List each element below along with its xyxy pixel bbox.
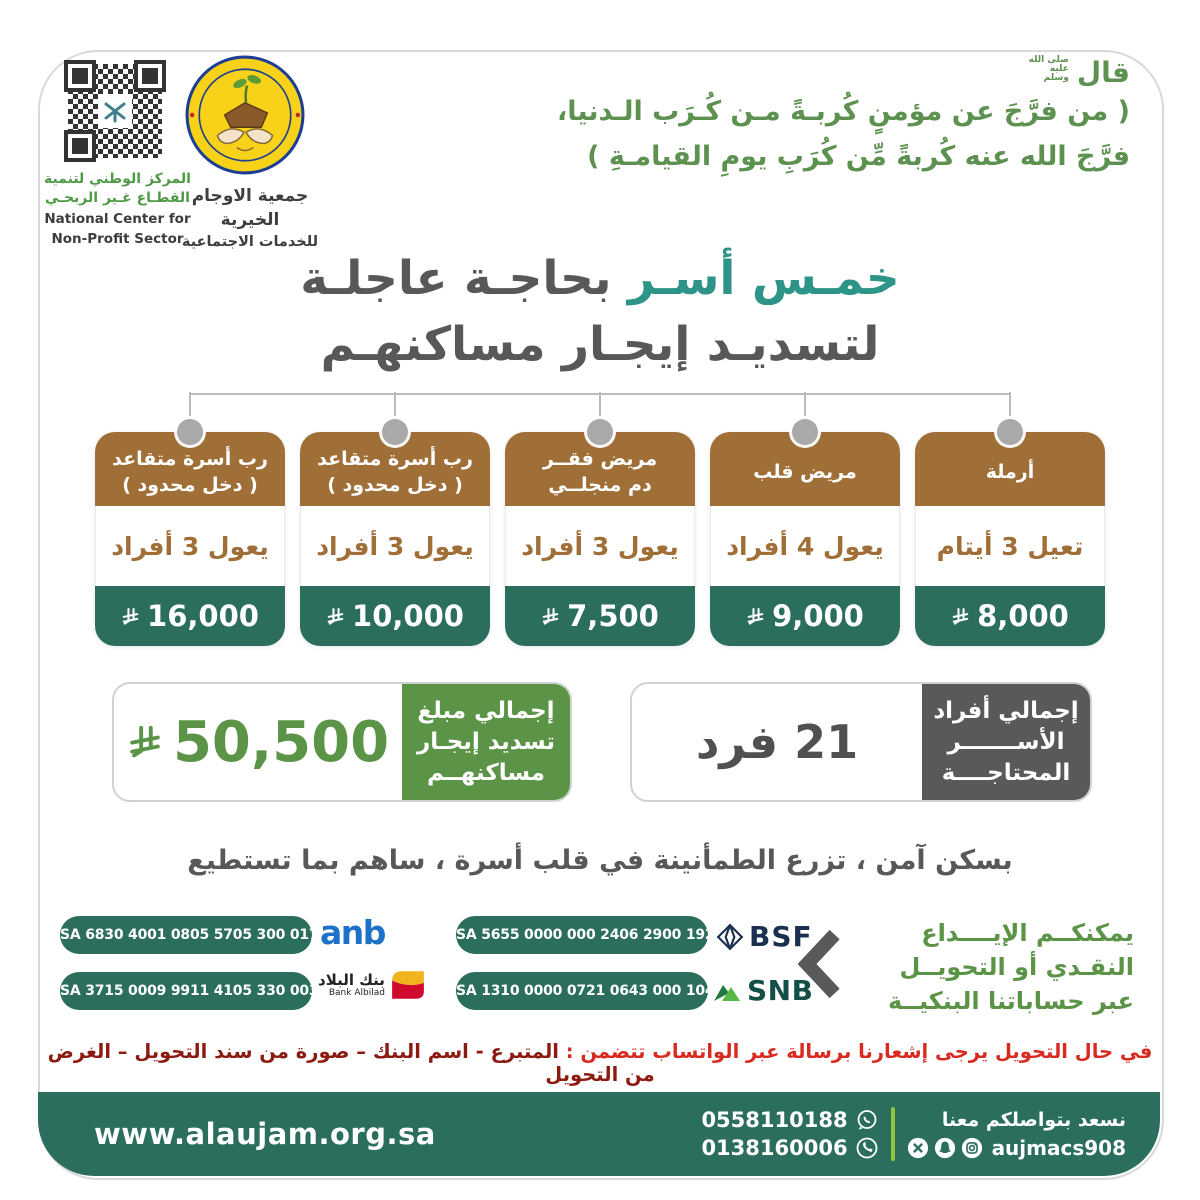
social-handle: aujmacs908 — [991, 1136, 1126, 1160]
ncnp-label-ar-1: المركز الوطني لتنمية — [44, 171, 191, 187]
hadith-quote — [510, 56, 1130, 179]
hadith-intro-word: قال — [1076, 56, 1130, 89]
case-category-line2: دم منجلــي — [548, 474, 652, 496]
connector-pin — [997, 419, 1023, 445]
case-amount — [95, 586, 285, 646]
riyal-symbol-icon — [746, 607, 765, 626]
charity-logo-icon — [184, 54, 306, 176]
phone-icon — [855, 1136, 879, 1160]
anb-logo-text: anb — [320, 913, 385, 952]
bsf-mark-icon — [716, 923, 744, 951]
snapchat-icon[interactable] — [934, 1137, 956, 1159]
qr-code-icon — [64, 60, 166, 162]
connector-pin — [587, 419, 613, 445]
case-card-5 — [915, 432, 1105, 646]
website-link[interactable]: www.alaujam.org.sa — [94, 1117, 436, 1151]
case-amount — [300, 586, 490, 646]
whatsapp-icon — [855, 1108, 879, 1132]
chevron-left-icon — [796, 928, 842, 1004]
case-category-line1: رب أسرة متقاعد — [112, 448, 268, 470]
case-card-2 — [300, 432, 490, 646]
iban-bsf: SA 5655 0000 000 2406 2900 192 — [456, 916, 708, 954]
riyal-symbol-icon — [127, 724, 163, 760]
ncnp-label-en-1: National Center for — [44, 211, 191, 227]
case-amount-value: 10,000 — [352, 599, 464, 633]
hadith-intro — [510, 56, 1130, 89]
riyal-symbol-icon — [326, 607, 345, 626]
case-amount — [710, 586, 900, 646]
case-category-line1: أرملة — [985, 461, 1035, 483]
total-members-box — [630, 682, 1092, 802]
case-category-line1: مريض قلب — [753, 461, 857, 483]
connector-pin — [382, 419, 408, 445]
riyal-symbol-icon — [951, 607, 970, 626]
charity-name-line1: جمعية الاوجام الخيرية — [191, 186, 309, 230]
instagram-icon[interactable] — [961, 1137, 983, 1159]
title-line2: لتسديـد إيجـار مساكنهـم — [320, 317, 880, 372]
case-category-line2: ( دخل محدود ) — [327, 474, 463, 496]
case-category-line1: رب أسرة متقاعد — [317, 448, 473, 470]
whatsapp-number[interactable]: 0558110188 — [701, 1108, 848, 1132]
campaign-title — [130, 246, 1070, 378]
albilad-logo-ar: بنك البلاد — [318, 971, 385, 989]
iban-anb: SA 6830 4001 0805 5705 300 017 — [60, 916, 312, 954]
charity-name-line2: للخدمات الاجتماعية — [181, 234, 319, 250]
title-highlight: خمـس أسـر — [627, 251, 900, 306]
case-dependents: يعول 3 أفراد — [505, 506, 695, 586]
total-members: 21 فرد — [695, 715, 859, 769]
transfer-note-highlight: في حال التحويل يرجى إشعارنا برسالة عبر الواتساب تتضمن : — [558, 1040, 1153, 1063]
bank-albilad-logo — [318, 968, 426, 1002]
case-amount-value: 7,500 — [567, 599, 659, 633]
case-category-line1: مريض فقــر — [542, 448, 658, 470]
slogan: بسكن آمن ، تزرع الطمأنينة في قلب أسرة ، ساهم بما تستطيع — [187, 845, 1013, 876]
title-rest: بحاجـة عاجلـة — [300, 251, 628, 306]
iban-albilad: SA 3715 0009 9911 4105 330 003 — [60, 972, 312, 1010]
contact-label: نسعد بتواصلكم معنا — [941, 1109, 1126, 1131]
case-amount-value: 8,000 — [977, 599, 1069, 633]
case-amount-value: 16,000 — [147, 599, 259, 633]
bsf-logo-text: BSF — [749, 920, 813, 953]
ncnp-label-ar-2: القطـاع غـير الربحـي — [45, 190, 190, 206]
connector-pin — [177, 419, 203, 445]
footer-divider — [891, 1107, 895, 1161]
hadith-line1: ( من فرَّجَ عن مؤمنٍ كُربـةً مـن كُـرَب الـدنيا، — [557, 96, 1130, 127]
contact-block — [701, 1102, 1126, 1166]
case-card-4 — [710, 432, 900, 646]
snb-mark-icon — [712, 978, 742, 1004]
title-line1 — [130, 246, 1070, 312]
snb-logo-text: SNB — [747, 974, 814, 1007]
case-category-line2: ( دخل محدود ) — [122, 474, 258, 496]
landline-number[interactable]: 0138160006 — [701, 1136, 848, 1160]
case-dependents: يعول 3 أفراد — [300, 506, 490, 586]
riyal-symbol-icon — [121, 607, 140, 626]
ncnp-label-en-2: Non-Profit Sector — [51, 231, 184, 247]
charity-name — [160, 184, 340, 252]
total-amount — [114, 684, 402, 800]
total-members-label: إجمالي أفراد الأســـــــر المحتاجــــة — [922, 684, 1090, 800]
case-amount — [505, 586, 695, 646]
qr-center-logo — [98, 94, 132, 128]
albilad-mark-icon — [390, 968, 426, 1002]
case-dependents: يعول 4 أفراد — [710, 506, 900, 586]
anb-logo — [320, 913, 385, 952]
hadith-line2: فرَّجَ الله عنه كُربةً مِّن كُرَبِ يومِ القيامـةِ ) — [587, 141, 1130, 172]
albilad-logo-en: Bank Albilad — [328, 988, 385, 998]
riyal-symbol-icon — [541, 607, 560, 626]
footer-bar — [38, 1092, 1160, 1176]
transfer-note-details: المتبرع - اسم البنك – صورة من سند التحويل – الغرض من التحويل — [47, 1040, 655, 1086]
case-card-3 — [505, 432, 695, 646]
deposit-cta: يمكنكــم الإيــــداع النقـدي أو التحويــل عبر حساباتنا البنكيــة — [888, 919, 1134, 1015]
case-dependents: يعول 3 أفراد — [95, 506, 285, 586]
case-amount-value: 9,000 — [772, 599, 864, 633]
total-amount-value: 50,500 — [172, 709, 390, 775]
case-card-1 — [95, 432, 285, 646]
pbuh-mark: صلى الله عليه وسلم — [1028, 55, 1069, 83]
connector-pin — [792, 419, 818, 445]
iban-snb: SA 1310 0000 0721 0643 000 104 — [456, 972, 708, 1010]
x-icon[interactable] — [907, 1137, 929, 1159]
total-amount-box — [112, 682, 572, 802]
case-dependents: تعيل 3 أيتام — [915, 506, 1105, 586]
total-amount-label: إجمالي مبلغ تسديد إيجـار مساكنهــم — [402, 684, 570, 800]
transfer-note — [30, 1040, 1170, 1086]
case-amount — [915, 586, 1105, 646]
